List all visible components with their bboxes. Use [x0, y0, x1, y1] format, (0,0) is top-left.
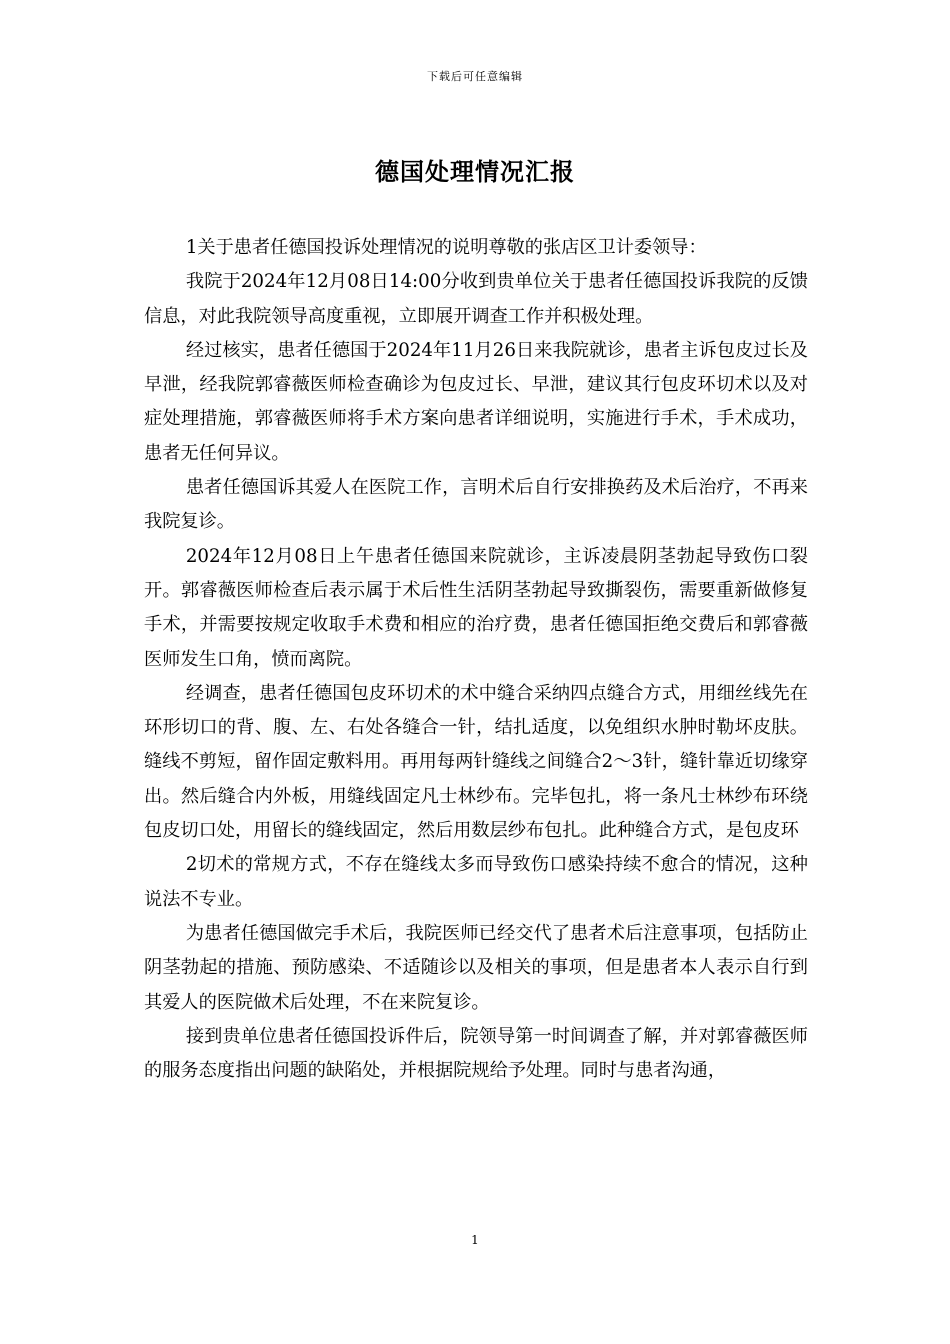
- paragraph-7: 2切术的常规方式，不存在缝线太多而导致伤口感染持续不愈合的情况，这种说法不专业。: [144, 854, 808, 910]
- paragraph-5: 2024年12月08日上午患者任德国来院就诊，主诉凌晨阴茎勃起导致伤口裂开。郭睿薇医师检查后表示属于术后性生活阴茎勃起导致撕裂伤，需要重新做修复手术，并需要按规定收取手术费和相应的治疗费，患者任德国拒绝交费后和郭睿薇医师发生口角，愤而离院。: [144, 545, 808, 670]
- page-number: 1: [471, 1233, 479, 1247]
- document-body: [144, 231, 808, 1088]
- paragraph-1: 1关于患者任德国投诉处理情况的说明尊敬的张店区卫计委领导：: [185, 237, 707, 258]
- paragraph-3: 经过核实，患者任德国于2024年11月26日来我院就诊，患者主诉包皮过长及早泄，经我院郭睿薇医师检查确诊为包皮过长、早泄，建议其行包皮环切术以及对症处理措施，郭睿薇医师将手术方案向患者详细说明，实施进行手术，手术成功，患者无任何异议。: [144, 339, 808, 464]
- header-note: 下载后可任意编辑: [427, 70, 523, 83]
- paragraph-8: 为患者任德国做完手术后，我院医师已经交代了患者术后注意事项，包括防止阴茎勃起的措施、预防感染、不适随诊以及相关的事项，但是患者本人表示自行到其爱人的医院做术后处理，不在来院复诊。: [144, 922, 808, 1013]
- paragraph-6: 经调查，患者任德国包皮环切术的术中缝合采纳四点缝合方式，用细丝线先在环形切口的背、腹、左、右处各缝合一针，结扎适度，以免组织水肿时勒坏皮肤。缝线不剪短，留作固定敷料用。再用每两针缝线之间缝合2～3针，缝针靠近切缘穿出。然后缝合内外板，用缝线固定凡士林纱布。完毕包扎，将一条凡士林纱布环绕包皮切口处，用留长的缝线固定，然后用数层纱布包扎。此种缝合方式，是包皮环: [144, 682, 808, 842]
- paragraph-2: 我院于2024年12月08日14:00分收到贵单位关于患者任德国投诉我院的反馈信息，对此我院领导高度重视，立即展开调查工作并积极处理。: [144, 271, 808, 327]
- paragraph-4: 患者任德国诉其爱人在医院工作，言明术后自行安排换药及术后治疗，不再来我院复诊。: [144, 477, 808, 533]
- document-title: 德国处理情况汇报: [375, 157, 575, 186]
- paragraph-9: 接到贵单位患者任德国投诉件后，院领导第一时间调查了解，并对郭睿薇医师的服务态度指出问题的缺陷处，并根据院规给予处理。同时与患者沟通，: [144, 1025, 808, 1082]
